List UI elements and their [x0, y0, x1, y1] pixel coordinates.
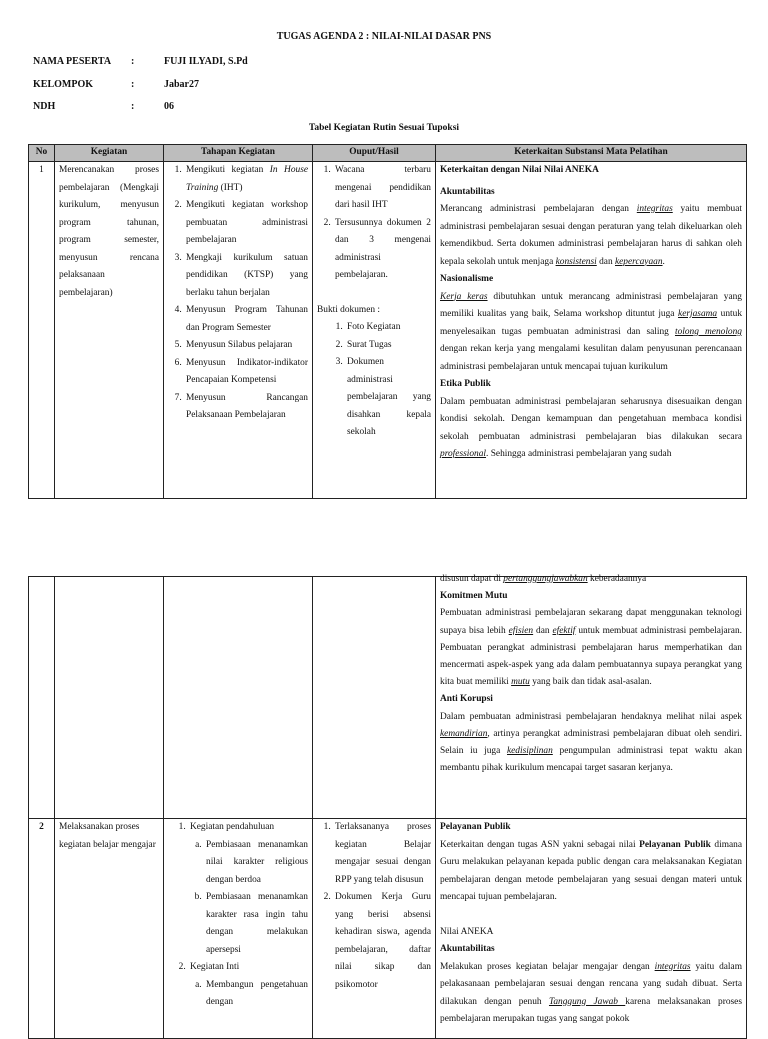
- meta-key: KELOMPOK: [33, 79, 93, 90]
- continued-paragraph: disusun dapat di pertanggungjawabkan keberadaannya: [440, 574, 647, 584]
- komitmen-heading: Komitmen Mutu: [440, 591, 508, 602]
- meta-value: FUJI ILYADI, S.Pd: [164, 56, 248, 67]
- header-tahapan: Tahapan Kegiatan: [164, 145, 313, 162]
- output-cell: [313, 819, 436, 1039]
- document-title: TUGAS AGENDA 2 : NILAI-NILAI DASAR PNS: [276, 31, 492, 42]
- table-header-row: [29, 145, 747, 162]
- list-item: 2. Dokumen Kerja Guru yang berisi absensi kehadiran siswa, agenda pembelajaran, daftar nilai sikap dan psikomotor: [333, 889, 431, 994]
- header-keterkaitan: Keterkaitan Substansi Mata Pelatihan: [436, 145, 747, 162]
- meta-value: 06: [164, 101, 174, 112]
- activity-table-page-1: [28, 144, 747, 499]
- meta-key: NAMA PESERTA: [33, 56, 112, 67]
- nasionalisme-paragraph: Kerja keras dibutuhkan untuk merancang administrasi pembelajaran yang memiliki kualitas yang baik, Selama workshop dituntut juga kerjasama untuk menyelesaikan tugas pembuatan administrasi dan saling tolong menolong dengan rekan kerja yang mengalami kesulitan dalam penyusunan perencanaan administrasi pembelajaran untuk mencapai tujuan kurikulum: [440, 291, 743, 372]
- list-item: 1. Mengikuti kegiatan In House Training (IHT): [184, 162, 308, 197]
- etika-heading: Etika Publik: [440, 379, 491, 389]
- list-item: 2. Kegiatan Inti a. Membangun pengetahuan dengan: [188, 959, 308, 1012]
- anti-korupsi-paragraph: Dalam pembuatan administrasi pembelajaran hendaknya melihat nilai aspek kemandirian, artinya perangkat administrasi pembelajaran dibuat oleh sendiri. Selain iu juga kedisiplinan pengumpulan administrasi tepat waktu akan membantu pihak kurikulum mencapai target sasaran kerjanya.: [440, 711, 743, 774]
- sub-list: [190, 837, 308, 960]
- akuntabilitas-heading: Akuntabilitas: [440, 186, 495, 197]
- header-kegiatan: Kegiatan: [55, 145, 164, 162]
- list-item: a. Membangun pengetahuan dengan: [204, 977, 308, 1012]
- tahapan-cell: [164, 819, 313, 1039]
- list-item: a. Pembiasaan menanamkan nilai karakter religious dengan berdoa: [204, 837, 308, 890]
- list-item: 2. Tersusunnya dokumen 2 dan 3 mengenai administrasi pembelajaran.: [333, 215, 431, 285]
- output-list: [317, 162, 431, 285]
- row-number: 2: [29, 819, 55, 1039]
- keterkaitan-title: Keterkaitan dengan Nilai Nilai ANEKA: [440, 165, 599, 175]
- header-no: No: [29, 145, 55, 162]
- list-item: 7. Menyusun Rancangan Pelaksanaan Pembelajaran: [184, 390, 308, 425]
- list-item: b. Pembiasaan menanamkan karakter rasa ingin tahu dengan melakukan apersepsi: [204, 889, 308, 959]
- list-item: 1. Foto Kegiatan: [345, 319, 431, 337]
- meta-sep: :: [131, 79, 135, 90]
- bukti-list: [317, 319, 431, 442]
- meta-sep: :: [131, 101, 135, 112]
- list-item: 2. Surat Tugas: [345, 337, 431, 355]
- list-item: 1. Terlaksananya proses kegiatan Belajar mengajar sesuai dengan RPP yang telah disusun: [333, 819, 431, 889]
- output-list: [317, 819, 431, 994]
- anti-korupsi-heading: Anti Korupsi: [440, 694, 493, 705]
- meta-key: NDH: [33, 101, 56, 112]
- nasionalisme-heading: Nasionalisme: [440, 274, 494, 284]
- keterkaitan-cell: [436, 162, 747, 499]
- akuntabilitas-heading: Akuntabilitas: [440, 944, 495, 954]
- akuntabilitas-paragraph: Merancang administrasi pembelajaran dengan integritas yaitu membuat administrasi pembelajaran sesuai dengan peraturan yang telah dikeluarkan oleh kemendikbud. Serta dokumen administrasi pembelajaran harus di sahkan oleh kepala sekolah untuk menjaga konsistensi dan kepercayaan.: [440, 204, 742, 267]
- table-row: [29, 819, 747, 1039]
- list-item: 6. Menyusun Indikator-indikator Pencapaian Kompetensi: [184, 355, 308, 390]
- list-item: 2. Mengikuti kegiatan workshop pembuatan administrasi pembelajaran: [184, 197, 308, 250]
- keterkaitan-cell: [436, 819, 747, 1039]
- list-item: 3. Mengkaji kurikulum satuan pendidikan (KTSP) yang berlaku tahun berjalan: [184, 250, 308, 303]
- list-item: 5. Menyusun Silabus pelajaran: [184, 337, 308, 355]
- list-item: 1. Wacana terbaru mengenai pendidikan dari hasil IHT: [333, 162, 431, 215]
- tahapan-cell: [164, 162, 313, 499]
- row-number: 1: [29, 162, 55, 499]
- table-row: [29, 162, 747, 499]
- list-item: 3. Dokumen administrasi pembelajaran yang disahkan kepala sekolah: [345, 354, 431, 442]
- table-title: Tabel Kegiatan Rutin Sesuai Tupoksi: [308, 123, 460, 133]
- meta-value: Jabar27: [164, 79, 199, 90]
- output-cell: [313, 162, 436, 499]
- pelayanan-paragraph: Keterkaitan dengan tugas ASN yakni sebagai nilai Pelayanan Publik dimana Guru melakukan pelayanan kepada public dengan cara melaksanakan Kegiatan pembelajaran dengan metode pembelajaran yang sesuai dengan materi untuk mencapai tujuan pembelajaran.: [440, 839, 742, 902]
- list-item: 4. Menyusun Program Tahunan dan Program Semester: [184, 302, 308, 337]
- komitmen-paragraph: Pembuatan administrasi pembelajaran sekarang dapat menggunakan teknologi supaya bisa lebih efisien dan efektif untuk membuat administrasi pembelajaran. Pembuatan perangkat administrasi pembelajaran harus memperhatikan dan mencermati aspek-aspek yang ada dalam pembuatannya supaya perangkat yang kita buat memiliki mutu yang baik dan tidak asal-asalan.: [440, 608, 742, 688]
- bukti-label: Bukti dokumen :: [317, 304, 381, 315]
- activity-table-page-2: [28, 576, 747, 1039]
- nilai-aneka-label: Nilai ANEKA: [440, 926, 494, 937]
- kegiatan-cell: Merencanakan proses pembelajaran (Mengkaji kurikulum, menyusun program tahunan, program semester, menyusun rencana pelaksanaan pembelajaran): [55, 162, 164, 499]
- keterkaitan-cell-continued: [436, 574, 747, 819]
- tahapan-list: [168, 819, 308, 1012]
- meta-sep: :: [131, 56, 135, 67]
- table-row: [29, 577, 747, 819]
- sub-list: [190, 977, 308, 1012]
- pelayanan-heading: Pelayanan Publik: [440, 822, 511, 832]
- tahapan-list: [168, 162, 308, 425]
- etika-paragraph: Dalam pembuatan administrasi pembelajaran seharusnya disesuaikan dengan kondisi sekolah. Dengan kemampuan dan pengetahuan membaca kondisi sekolah pembuatan administrasi pembelajaran bias dilakukan secara professional. Sehingga administrasi pembelajaran yang sudah: [440, 396, 742, 459]
- list-item: 1. Kegiatan pendahuluan a. Pembiasaan menanamkan nilai karakter religious dengan berdoa b. Pembiasaan menanamkan karakter rasa ingin tahu dengan melakukan apersepsi: [188, 819, 308, 959]
- akuntabilitas-paragraph: Melakukan proses kegiatan belajar mengajar dengan integritas yaitu dalam pelakasanaan pembelajaran sesuai dengan rencana yang sudah dibuat. Serta dilakukan dengan penuh Tanggung Jawab karena melaksanakan proses pembelajaran merupakan tugas yang sangat pokok: [440, 961, 742, 1024]
- header-output: Ouput/Hasil: [313, 145, 436, 162]
- kegiatan-cell: Melaksanakan proses kegiatan belajar mengajar: [55, 819, 164, 1039]
